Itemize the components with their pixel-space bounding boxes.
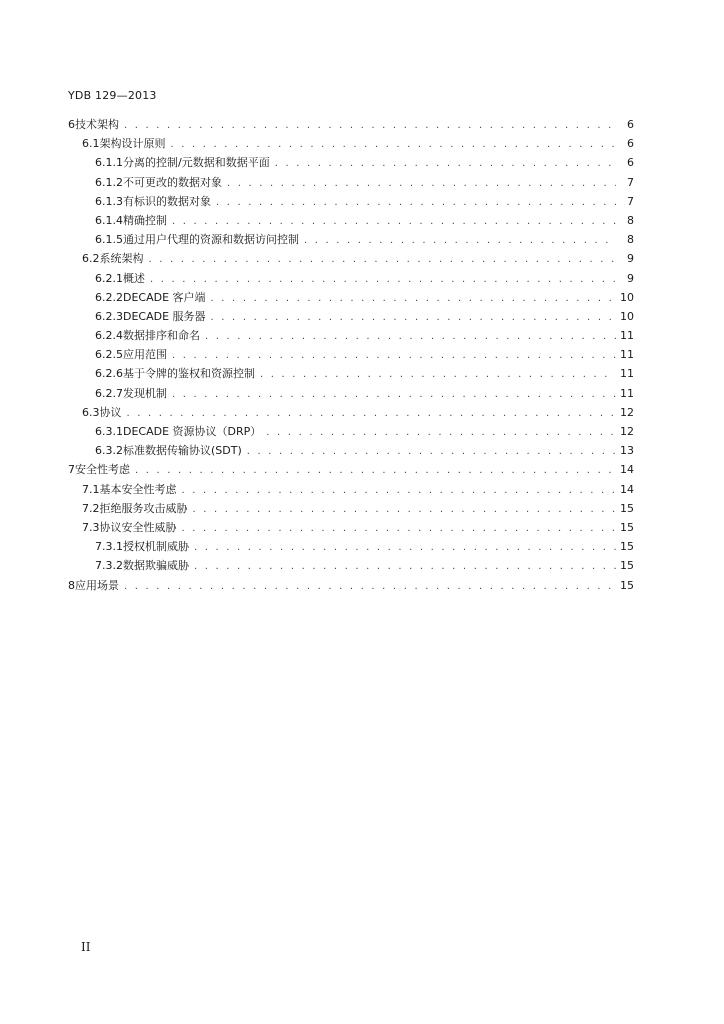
toc-entry-title: 发现机制 xyxy=(123,386,167,400)
toc-entry-title: 应用场景 xyxy=(75,578,119,592)
toc-entry-title: 安全性考虑 xyxy=(75,463,130,477)
toc-entry-number: 6.2.5 xyxy=(95,348,123,362)
toc-entry-title: 拒绝服务攻击威胁 xyxy=(99,501,188,515)
toc-entry[interactable] xyxy=(68,135,634,154)
toc-entry[interactable] xyxy=(68,442,634,461)
toc-entry-page: 6 xyxy=(627,118,634,131)
toc-entry-page: 12 xyxy=(620,425,634,438)
toc-entry[interactable] xyxy=(68,212,634,231)
toc-entry[interactable] xyxy=(68,116,634,135)
toc-dot-leader xyxy=(182,485,617,496)
toc-entry-title: 技术架构 xyxy=(75,118,119,131)
toc-entry-number: 7 xyxy=(68,463,75,477)
toc-entry-number: 6.1.5 xyxy=(95,233,123,247)
toc-entry-page: 11 xyxy=(620,386,634,400)
toc-entry-number: 7.3.1 xyxy=(95,540,123,554)
toc-entry-page: 11 xyxy=(620,367,634,381)
toc-entry-number: 6.1 xyxy=(82,137,100,151)
toc-entry[interactable] xyxy=(68,250,634,269)
toc-entry-title: DECADE 客户端 xyxy=(123,290,206,304)
toc-entry-number: 7.2 xyxy=(82,501,100,515)
toc-dot-leader xyxy=(124,581,616,592)
toc-entry-title: 不可更改的数据对象 xyxy=(123,175,222,189)
toc-entry[interactable] xyxy=(68,231,634,250)
toc-entry-number: 6 xyxy=(68,118,75,131)
toc-dot-leader xyxy=(211,312,616,323)
toc-entry[interactable] xyxy=(68,308,634,327)
toc-entry[interactable] xyxy=(68,193,634,212)
toc-entry[interactable] xyxy=(68,346,634,365)
toc-entry-number: 6.3.2 xyxy=(95,444,123,458)
toc-entry-page: 12 xyxy=(620,405,634,419)
toc-entry-title: 标准数据传输协议(SDT) xyxy=(123,444,242,458)
toc-dot-leader xyxy=(266,427,616,438)
toc-entry-page: 10 xyxy=(620,309,634,323)
page-number: II xyxy=(81,940,91,954)
toc-entry-title: 有标识的数据对象 xyxy=(123,194,211,208)
toc-entry-number: 8 xyxy=(68,578,75,592)
toc-entry-number: 7.1 xyxy=(82,482,100,496)
toc-entry-title: 系统架构 xyxy=(99,252,144,266)
toc-entry-number: 6.1.3 xyxy=(95,194,123,208)
toc-entry[interactable] xyxy=(68,423,634,442)
table-of-contents xyxy=(68,116,634,596)
toc-entry-number: 6.2.3 xyxy=(95,309,123,323)
toc-dot-leader xyxy=(304,235,616,246)
toc-entry-title: 协议 xyxy=(99,405,122,419)
toc-entry-number: 6.1.2 xyxy=(95,175,123,189)
toc-dot-leader xyxy=(260,369,616,380)
toc-entry-number: 6.2.1 xyxy=(95,271,123,285)
toc-entry-number: 6.2.4 xyxy=(95,329,123,343)
toc-entry-page: 14 xyxy=(620,482,634,496)
toc-entry-number: 7.3 xyxy=(82,520,100,534)
toc-entry-page: 15 xyxy=(620,578,634,592)
toc-dot-leader xyxy=(127,408,617,419)
toc-entry[interactable] xyxy=(68,154,634,173)
toc-entry[interactable] xyxy=(68,289,634,308)
toc-entry[interactable] xyxy=(68,327,634,346)
toc-entry-title: 授权机制威胁 xyxy=(123,540,189,554)
toc-entry-page: 6 xyxy=(627,137,634,151)
toc-dot-leader xyxy=(275,158,616,169)
toc-dot-leader xyxy=(124,120,616,131)
toc-dot-leader xyxy=(172,350,616,361)
toc-entry-page: 15 xyxy=(620,520,634,534)
toc-entry[interactable] xyxy=(68,577,634,596)
toc-entry[interactable] xyxy=(68,270,634,289)
toc-dot-leader xyxy=(247,446,616,457)
toc-entry-page: 15 xyxy=(620,540,634,554)
toc-entry-title: DECADE 资源协议（DRP） xyxy=(123,425,262,438)
toc-entry[interactable] xyxy=(68,385,634,404)
toc-entry-page: 9 xyxy=(627,271,634,285)
toc-entry-number: 6.2.6 xyxy=(95,367,123,381)
toc-dot-leader xyxy=(194,542,616,553)
toc-entry-number: 6.3 xyxy=(82,405,100,419)
toc-entry-title: 基本安全性考虑 xyxy=(99,482,177,496)
toc-entry-title: 分离的控制/元数据和数据平面 xyxy=(123,156,270,170)
toc-entry-page: 14 xyxy=(620,463,634,477)
toc-entry-title: 概述 xyxy=(123,271,145,285)
toc-entry-title: 应用范围 xyxy=(123,348,167,362)
toc-entry-page: 10 xyxy=(620,290,634,304)
toc-entry[interactable] xyxy=(68,538,634,557)
toc-entry-page: 11 xyxy=(620,348,634,362)
toc-dot-leader xyxy=(216,197,616,208)
toc-entry[interactable] xyxy=(68,481,634,500)
toc-dot-leader xyxy=(172,389,616,400)
toc-entry[interactable] xyxy=(68,500,634,519)
toc-entry-title: 基于令牌的鉴权和资源控制 xyxy=(123,367,255,381)
toc-entry-page: 9 xyxy=(627,252,634,266)
toc-dot-leader xyxy=(205,331,616,342)
toc-entry-number: 6.2.2 xyxy=(95,290,123,304)
toc-dot-leader xyxy=(193,504,617,515)
toc-entry-page: 6 xyxy=(627,156,634,170)
toc-entry-page: 15 xyxy=(620,559,634,573)
toc-entry-number: 6.2 xyxy=(82,252,100,266)
toc-entry-page: 11 xyxy=(620,329,634,343)
toc-dot-leader xyxy=(150,274,616,285)
toc-dot-leader xyxy=(149,254,617,265)
toc-entry-title: 数据欺骗威胁 xyxy=(123,559,189,573)
toc-entry-number: 6.3.1 xyxy=(95,425,123,438)
document-code: YDB 129—2013 xyxy=(68,89,157,102)
toc-dot-leader xyxy=(211,293,616,304)
toc-entry-title: 通过用户代理的资源和数据访问控制 xyxy=(123,233,299,247)
toc-entry[interactable] xyxy=(68,461,634,480)
toc-entry[interactable] xyxy=(68,557,634,576)
toc-dot-leader xyxy=(135,465,616,476)
toc-entry-number: 6.2.7 xyxy=(95,386,123,400)
toc-entry-page: 13 xyxy=(620,444,634,458)
toc-entry-number: 6.1.1 xyxy=(95,156,123,170)
toc-dot-leader xyxy=(172,216,616,227)
toc-entry[interactable] xyxy=(68,174,634,193)
toc-entry-number: 7.3.2 xyxy=(95,559,123,573)
toc-dot-leader xyxy=(182,523,617,534)
toc-entry-page: 7 xyxy=(627,175,634,189)
toc-entry-title: 协议安全性威胁 xyxy=(99,520,177,534)
toc-dot-leader xyxy=(171,139,617,150)
toc-entry-page: 15 xyxy=(620,501,634,515)
toc-entry-page: 8 xyxy=(627,233,634,247)
toc-entry[interactable] xyxy=(68,404,634,423)
toc-entry-page: 7 xyxy=(627,194,634,208)
toc-entry[interactable] xyxy=(68,365,634,384)
toc-entry[interactable] xyxy=(68,519,634,538)
toc-dot-leader xyxy=(227,178,616,189)
toc-entry-number: 6.1.4 xyxy=(95,213,123,227)
toc-entry-title: 数据排序和命名 xyxy=(123,329,200,343)
toc-entry-title: DECADE 服务器 xyxy=(123,309,206,323)
toc-entry-page: 8 xyxy=(627,213,634,227)
toc-dot-leader xyxy=(194,561,616,572)
toc-entry-title: 架构设计原则 xyxy=(99,137,166,151)
toc-entry-title: 精确控制 xyxy=(123,213,167,227)
